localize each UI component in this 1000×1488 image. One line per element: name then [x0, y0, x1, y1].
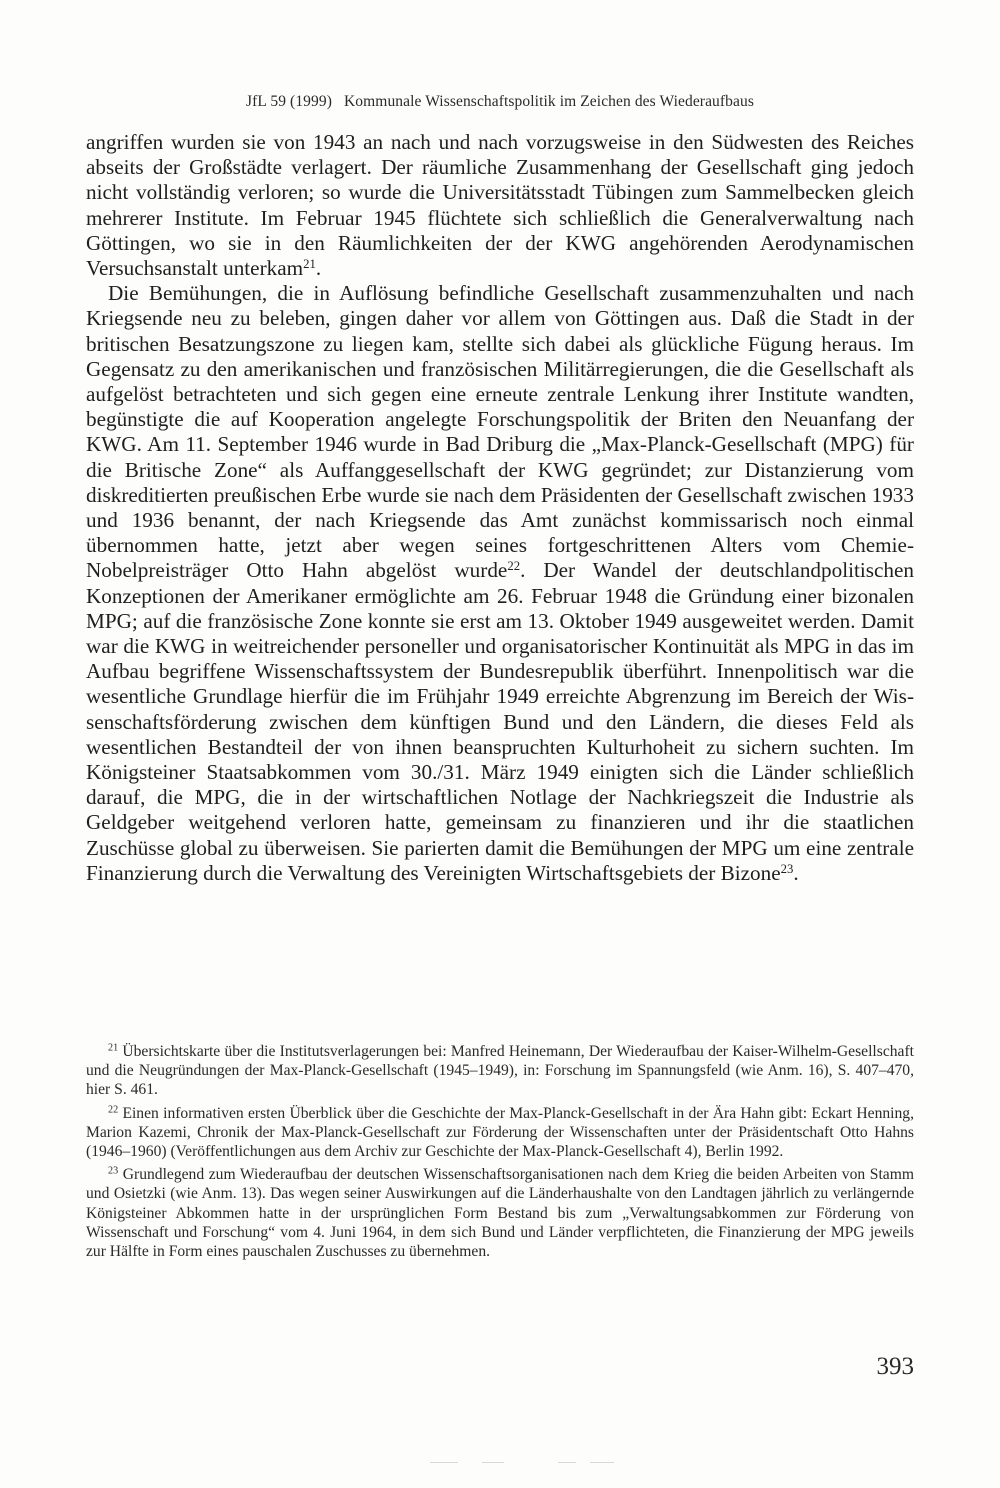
paragraph-text: . [793, 860, 799, 885]
footnote-number: 22 [108, 1104, 119, 1116]
paragraph-text: angriffen wurden sie von 1943 an nach und nach vorzugsweise in den Südwesten des Reiches abseits der Großstädte verlagert. Der räumliche Zusammenhang der Gesellschaft ging jedoch nicht vollständig verloren; so wurde die Universitätsstadt Tübingen zum Sammelbecken gleich mehrerer Institute. Im Februar 1945 flüchtete sich schließlich die Generalverwaltung nach Göttingen, wo sie in den Räumlichkeiten der der KWG angehörenden Aerodynamischen Versuchsanstalt unterkam [86, 130, 914, 281]
footnote [86, 1104, 914, 1162]
paragraph-text: . [315, 256, 322, 281]
footnote-reference: 21 [303, 257, 316, 272]
footnote-text: Übersichtskarte über die Institutsverlagerungen bei: Manfred Heinemann, Der Wiederaufbau der Kaiser-Wilhelm-Gesellschaft und die Neugründungen der Max-Planck-Gesellschaft (1945–1949), in: Forschung im Spannungsfeld (wie Anm. 16), S. 407–470, hier S. 461. [86, 1043, 914, 1099]
footnote-text: Einen informativen ersten Überblick über die Geschichte der Max-Planck-Gesellschaft in der Ära Hahn gibt: Eckart Henning, Marion Kazemi, Chronik der Max-Planck-Gesellschaft zur Förderung der Wissenschaften unter der Präsidentschaft Otto Hahns (1946–1960) (Veröffentlichungen aus dem Archiv zur Geschichte der Max-Planck-Gesellschaft 4), Berlin 1992. [86, 1104, 914, 1161]
footnote-number: 21 [108, 1042, 119, 1054]
footnote [86, 1042, 914, 1100]
footnote-reference: 23 [780, 861, 794, 876]
paragraph-text: Die Bemühungen, die in Auflösung befindliche Gesellschaft zusammenzuhalten und nach Kriegsende neu zu beleben, gingen daher vor allem von Göttingen aus. Daß die Stadt in der britischen Besatzungszone zu liegen kam, stellte sich dabei als glückliche Fügung heraus. Im Gegensatz zu den amerikanischen und französischen Militärregierungen, die die Gesellschaft als aufgelöst betrachteten und sich gegen eine erneute zentrale Lenkung ihrer Institute wandten, begünstigte die auf Kooperation angelegte Forschungspolitik der Briten den Neuanfang der KWG. Am 11. September 1946 wurde in Bad Driburg die „Max-Planck-Gesellschaft (MPG) für die Britische Zone“ als Auffanggesellschaft der KWG gegründet; zur Distanzierung vom diskreditierten preußischen Erbe wurde sie nach dem Präsidenten der Gesellschaft zwischen 1933 und 1936 benannt, der nach Kriegsende das Amt zunächst kommissarisch noch einmal übernommen hatte, jetzt aber wegen seines fortgeschrittenen Alters vom Chemie-Nobelpreisträger Otto Hahn abgelöst wurde [86, 281, 914, 583]
running-header [86, 93, 914, 111]
footnote-text: Grundlegend zum Wiederaufbau der deutschen Wissenschaftsorganisationen nach dem Krieg die beiden Arbeiten von Stamm und Osietzki (wie Anm. 13). Das wegen seiner Auswirkungen auf die Länderhaushalte von den Landtagen jährlich zu verlängernde Königsteiner Abkommen hatte in der ursprünglichen Form Bestand bis zum „Verwaltungsabkommen zur Förderung von Wissenschaft und Forschung“ vom 4. Juni 1964, in dem sich Bund und Länder verpflichteten, die Finanzierung der MPG jeweils zur Hälfte in Form eines pauschalen Zuschusses zu übernehmen. [86, 1166, 914, 1261]
footnote [86, 1165, 914, 1261]
page-number: 393 [876, 1353, 914, 1380]
footnote-reference: 22 [507, 559, 521, 574]
journal-citation: JfL 59 (1999) [246, 93, 332, 110]
footnote-number: 23 [108, 1165, 119, 1177]
paragraph [86, 130, 914, 281]
footnotes [86, 1042, 914, 1265]
paragraph [86, 281, 914, 886]
main-text [86, 130, 914, 886]
paragraph-text: . Der Wandel der deutschlandpolitischen Konzeptionen der Amerikaner ermöglichte am 26. Februar 1948 die Gründung einer bizonalen MPG; auf die französische Zone konnte sie erst am 13. Oktober 1949 ausgeweitet werden. Damit war die KWG in weitreichender personeller und organisatorischer Kontinuität als MPG in das im Aufbau begriffene Wissenschaftssystem der Bundesrepublik überführt. Innenpolitisch war die wesentliche Grundlage hierfür die im Frühjahr 1949 erreichte Abgrenzung im Bereich der Wissenschaftsförderung zwischen dem künftigen Bund und den Ländern, die dieses Feld als wesentlichen Bestandteil der von ihnen beanspruchten Kulturhoheit zu sichern suchten. Im Königsteiner Staatsabkommen vom 30./31. März 1949 einigten sich die Länder schließlich darauf, die MPG, die in der wirtschaftlichen Notlage der Nachkriegszeit die Industrie als Geldgeber weitgehend verloren hatte, gemeinsam zu finanzieren und ihr die staatlichen Zuschüsse global zu überweisen. Sie parierten damit die Bemühungen der MPG um eine zentrale Finanzierung durch die Verwaltung des Vereinigten Wirtschaftsgebiets der Bizone [86, 558, 914, 885]
header-title: Kommunale Wissenschaftspolitik im Zeichen des Wiederaufbaus [343, 93, 754, 110]
scan-artifact [430, 1462, 630, 1466]
